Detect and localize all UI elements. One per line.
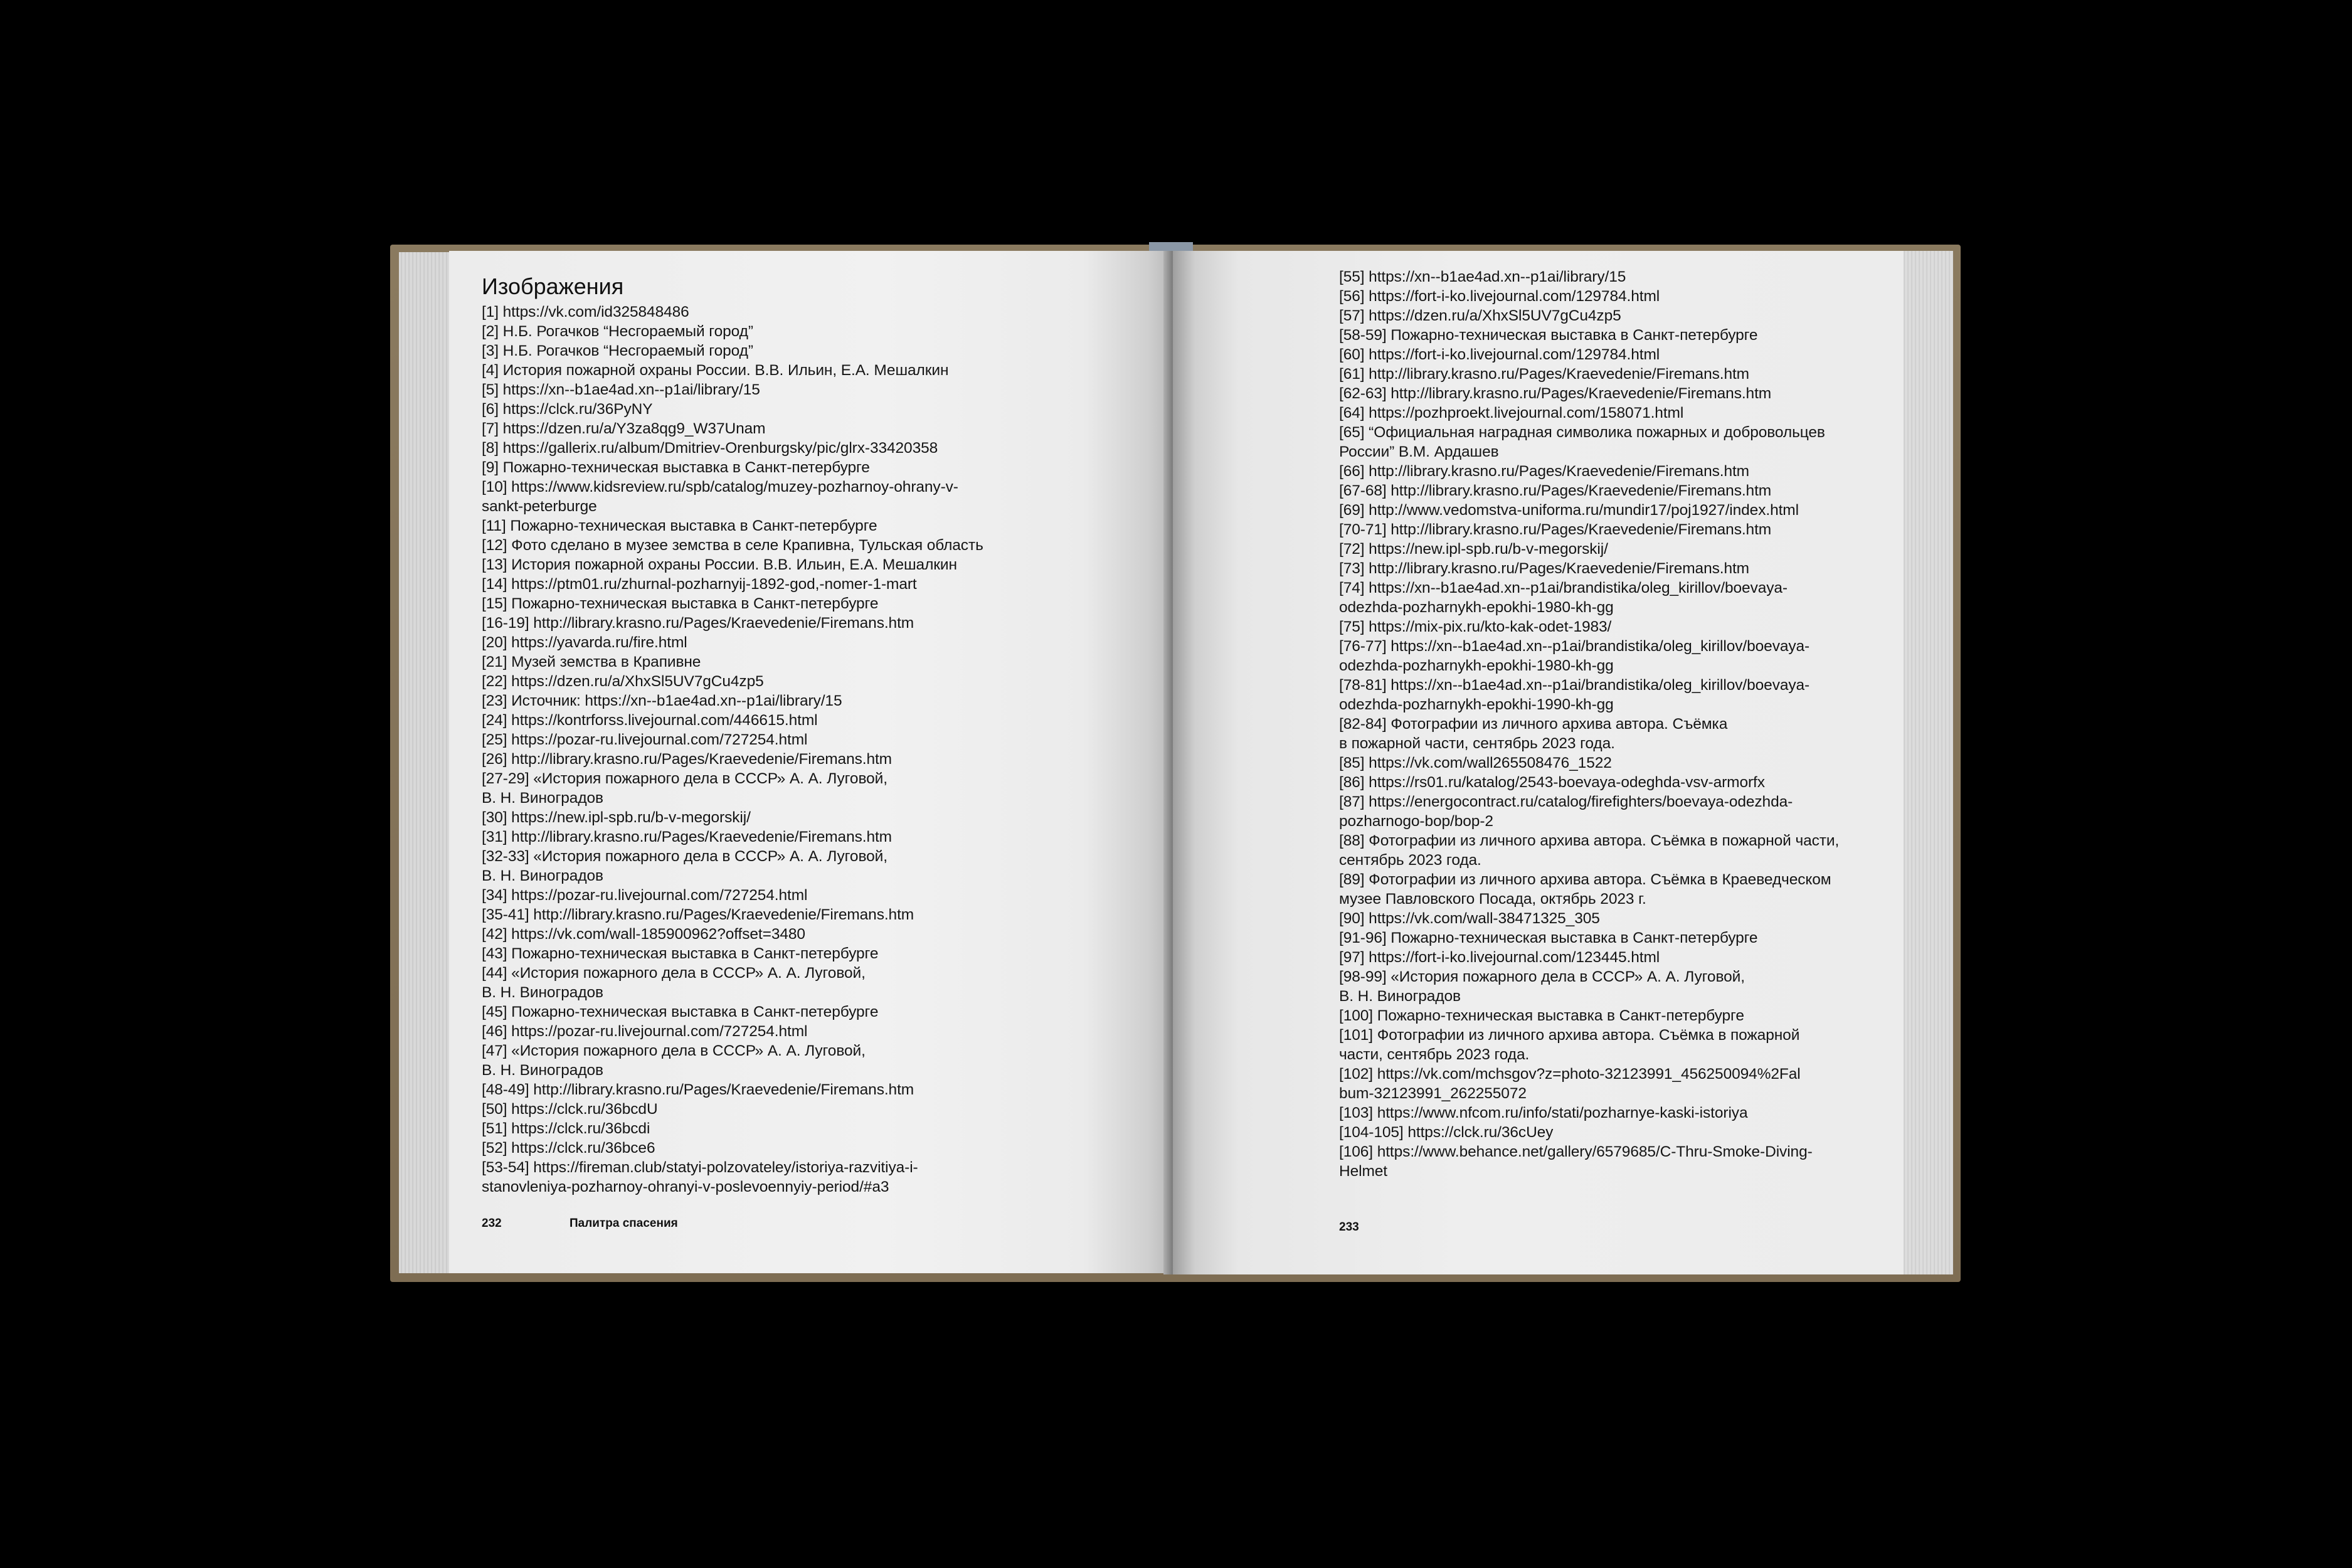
page-block-edge-left [399, 252, 449, 1273]
reference-item: [15] Пожарно-техническая выставка в Санкт-петербурге [482, 595, 879, 612]
reference-item: [46] https://pozar-ru.livejournal.com/727254.html [482, 1023, 808, 1040]
reference-item: [56] https://fort-i-ko.livejournal.com/129784.html [1339, 288, 1660, 305]
page-number: 232 [482, 1217, 502, 1230]
reference-item: [42] https://vk.com/wall-185900962?offset=3480 [482, 926, 805, 943]
reference-item: [90] https://vk.com/wall-38471325_305 [1339, 910, 1600, 927]
reference-item: [70-71] http://library.krasno.ru/Pages/Kraevedenie/Firemans.htm [1339, 521, 1772, 538]
reference-item: [1] https://vk.com/id325848486 [482, 304, 689, 320]
reference-item: [21] Музей земства в Крапивне [482, 654, 701, 670]
reference-item: [47] «История пожарного дела в СССР» А. А. Луговой, В. Н. Виноградов [482, 1042, 866, 1079]
left-page [449, 251, 1170, 1273]
reference-item: [30] https://new.ipl-spb.ru/b-v-megorskij/ [482, 809, 751, 826]
reference-item: [12] Фото сделано в музее земства в селе Крапивна, Тульская область [482, 537, 983, 554]
reference-item: [48-49] http://library.krasno.ru/Pages/Kraevedenie/Firemans.htm [482, 1081, 914, 1098]
reference-item: [98-99] «История пожарного дела в СССР» А. А. Луговой, В. Н. Виноградов [1339, 968, 1745, 1005]
reference-item: [72] https://new.ipl-spb.ru/b-v-megorskij/ [1339, 541, 1608, 558]
page-block-edge-right [1902, 251, 1953, 1274]
reference-item: [58-59] Пожарно-техническая выставка в Санкт-петербурге [1339, 327, 1758, 344]
reference-item: [74] https://xn--b1ae4ad.xn--p1ai/brandistika/oleg_kirillov/boevaya- odezhda-pozharnykh-epokhi-1980-kh-gg [1339, 580, 1788, 616]
reference-item: [50] https://clck.ru/36bcdU [482, 1101, 658, 1118]
reference-item: [10] https://www.kidsreview.ru/spb/catalog/muzey-pozharnoy-ohrany-v- sankt-peterburge [482, 479, 958, 515]
reference-item: [27-29] «История пожарного дела в СССР» А. А. Луговой, В. Н. Виноградов [482, 770, 887, 807]
reference-item: [60] https://fort-i-ko.livejournal.com/129784.html [1339, 346, 1660, 363]
right-page [1173, 251, 1904, 1274]
reference-item: [11] Пожарно-техническая выставка в Санкт-петербурге [482, 517, 877, 534]
reference-item: [7] https://dzen.ru/a/Y3za8qg9_W37Unam [482, 420, 766, 437]
reference-item: [66] http://library.krasno.ru/Pages/Kraevedenie/Firemans.htm [1339, 463, 1749, 480]
reference-item: [75] https://mix-pix.ru/kto-kak-odet-1983/ [1339, 618, 1612, 635]
reference-item: [61] http://library.krasno.ru/Pages/Kraevedenie/Firemans.htm [1339, 366, 1749, 383]
reference-item: [22] https://dzen.ru/a/XhxSl5UV7gCu4zp5 [482, 673, 764, 690]
reference-item: [86] https://rs01.ru/katalog/2543-boevaya-odeghda-vsv-armorfx [1339, 774, 1765, 791]
reference-list [482, 302, 1021, 1197]
reference-item: [91-96] Пожарно-техническая выставка в Санкт-петербурге [1339, 930, 1758, 946]
reference-item: [34] https://pozar-ru.livejournal.com/727254.html [482, 887, 808, 904]
reference-item: [101] Фотографии из личного архива автора. Съёмка в пожарной части, сентябрь 2023 года. [1339, 1027, 1800, 1063]
reference-item: [32-33] «История пожарного дела в СССР» А. А. Луговой, В. Н. Виноградов [482, 848, 887, 884]
reference-item: [26] http://library.krasno.ru/Pages/Kraevedenie/Firemans.htm [482, 751, 892, 768]
reference-item: [23] Источник: https://xn--b1ae4ad.xn--p1ai/library/15 [482, 692, 842, 709]
reference-item: [3] Н.Б. Рогачков “Несгораемый город” [482, 342, 753, 359]
reference-item: [45] Пожарно-техническая выставка в Санкт-петербурге [482, 1004, 879, 1020]
reference-item: [44] «История пожарного дела в СССР» А. А. Луговой, В. Н. Виноградов [482, 965, 866, 1001]
reference-item: [6] https://clck.ru/36PyNY [482, 401, 653, 418]
reference-item: [9] Пожарно-техническая выставка в Санкт-петербурге [482, 459, 870, 476]
reference-item: [97] https://fort-i-ko.livejournal.com/123445.html [1339, 949, 1660, 966]
reference-item: [53-54] https://fireman.club/statyi-polzovateley/istoriya-razvitiya-i- stanovleniya-pozharnoy-ohranyi-v-poslevoennyiy-period/#a3 [482, 1159, 918, 1195]
reference-item: [102] https://vk.com/mchsgov?z=photo-32123991_456250094%2Fal bum-32123991_262255072 [1339, 1066, 1801, 1102]
reference-item: [55] https://xn--b1ae4ad.xn--p1ai/library/15 [1339, 268, 1626, 285]
reference-item: [4] История пожарной охраны России. В.В. Ильин, Е.А. Мешалкин [482, 362, 949, 379]
reference-item: [78-81] https://xn--b1ae4ad.xn--p1ai/brandistika/oleg_kirillov/boevaya- odezhda-pozharnykh-epokhi-1990-kh-gg [1339, 677, 1810, 713]
reference-item: [52] https://clck.ru/36bce6 [482, 1140, 655, 1157]
reference-item: [76-77] https://xn--b1ae4ad.xn--p1ai/brandistika/oleg_kirillov/boevaya- odezhda-pozharnykh-epokhi-1980-kh-gg [1339, 638, 1810, 674]
reference-item: [104-105] https://clck.ru/36cUey [1339, 1124, 1554, 1141]
reference-item: [51] https://clck.ru/36bcdi [482, 1120, 650, 1137]
reference-item: [88] Фотографии из личного архива автора. Съёмка в пожарной части, сентябрь 2023 года. [1339, 832, 1840, 869]
reference-item: [85] https://vk.com/wall265508476_1522 [1339, 755, 1612, 771]
reference-item: [57] https://dzen.ru/a/XhxSl5UV7gCu4zp5 [1339, 307, 1621, 324]
reference-item: [89] Фотографии из личного архива автора. Съёмка в Краеведческом музее Павловского Посада, октябрь 2023 г. [1339, 871, 1831, 908]
spine-headband [1149, 242, 1193, 251]
reference-item: [5] https://xn--b1ae4ad.xn--p1ai/library/15 [482, 381, 760, 398]
reference-item: [16-19] http://library.krasno.ru/Pages/Kraevedenie/Firemans.htm [482, 615, 914, 632]
reference-item: [25] https://pozar-ru.livejournal.com/727254.html [482, 731, 808, 748]
page-heading: Изображения [482, 273, 624, 299]
reference-item: [87] https://energocontract.ru/catalog/firefighters/boevaya-odezhda- pozharnogo-bop/bop-2 [1339, 793, 1793, 830]
reference-item: [82-84] Фотографии из личного архива автора. Съёмка в пожарной части, сентябрь 2023 года. [1339, 716, 1728, 752]
running-title: Палитра спасения [569, 1217, 678, 1230]
reference-item: [8] https://gallerix.ru/album/Dmitriev-Orenburgsky/pic/glrx-33420358 [482, 440, 938, 457]
reference-item: [14] https://ptm01.ru/zhurnal-pozharnyij-1892-god,-nomer-1-mart [482, 576, 917, 593]
reference-item: [62-63] http://library.krasno.ru/Pages/Kraevedenie/Firemans.htm [1339, 385, 1772, 402]
reference-item: [35-41] http://library.krasno.ru/Pages/Kraevedenie/Firemans.htm [482, 906, 914, 923]
reference-item: [65] “Официальная наградная символика пожарных и добровольцев России” В.М. Ардашев [1339, 424, 1825, 460]
reference-item: [2] Н.Б. Рогачков “Несгораемый город” [482, 323, 753, 340]
reference-item: [64] https://pozhproekt.livejournal.com/158071.html [1339, 405, 1684, 421]
reference-item: [24] https://kontrforss.livejournal.com/446615.html [482, 712, 818, 729]
reference-item: [103] https://www.nfcom.ru/info/stati/pozharnye-kaski-istoriya [1339, 1104, 1748, 1121]
reference-item: [100] Пожарно-техническая выставка в Санкт-петербурге [1339, 1007, 1744, 1024]
page-number: 233 [1339, 1221, 1359, 1234]
reference-item: [43] Пожарно-техническая выставка в Санкт-петербурге [482, 945, 879, 962]
reference-item: [31] http://library.krasno.ru/Pages/Kraevedenie/Firemans.htm [482, 829, 892, 845]
reference-item: [67-68] http://library.krasno.ru/Pages/Kraevedenie/Firemans.htm [1339, 482, 1772, 499]
reference-list [1339, 267, 1891, 1181]
reference-item: [20] https://yavarda.ru/fire.html [482, 634, 687, 651]
reference-item: [73] http://library.krasno.ru/Pages/Kraevedenie/Firemans.htm [1339, 560, 1749, 577]
reference-item: [69] http://www.vedomstva-uniforma.ru/mundir17/poj1927/index.html [1339, 502, 1799, 519]
reference-item: [106] https://www.behance.net/gallery/6579685/C-Thru-Smoke-Diving- Helmet [1339, 1143, 1813, 1180]
reference-item: [13] История пожарной охраны России. В.В. Ильин, Е.А. Мешалкин [482, 556, 957, 573]
